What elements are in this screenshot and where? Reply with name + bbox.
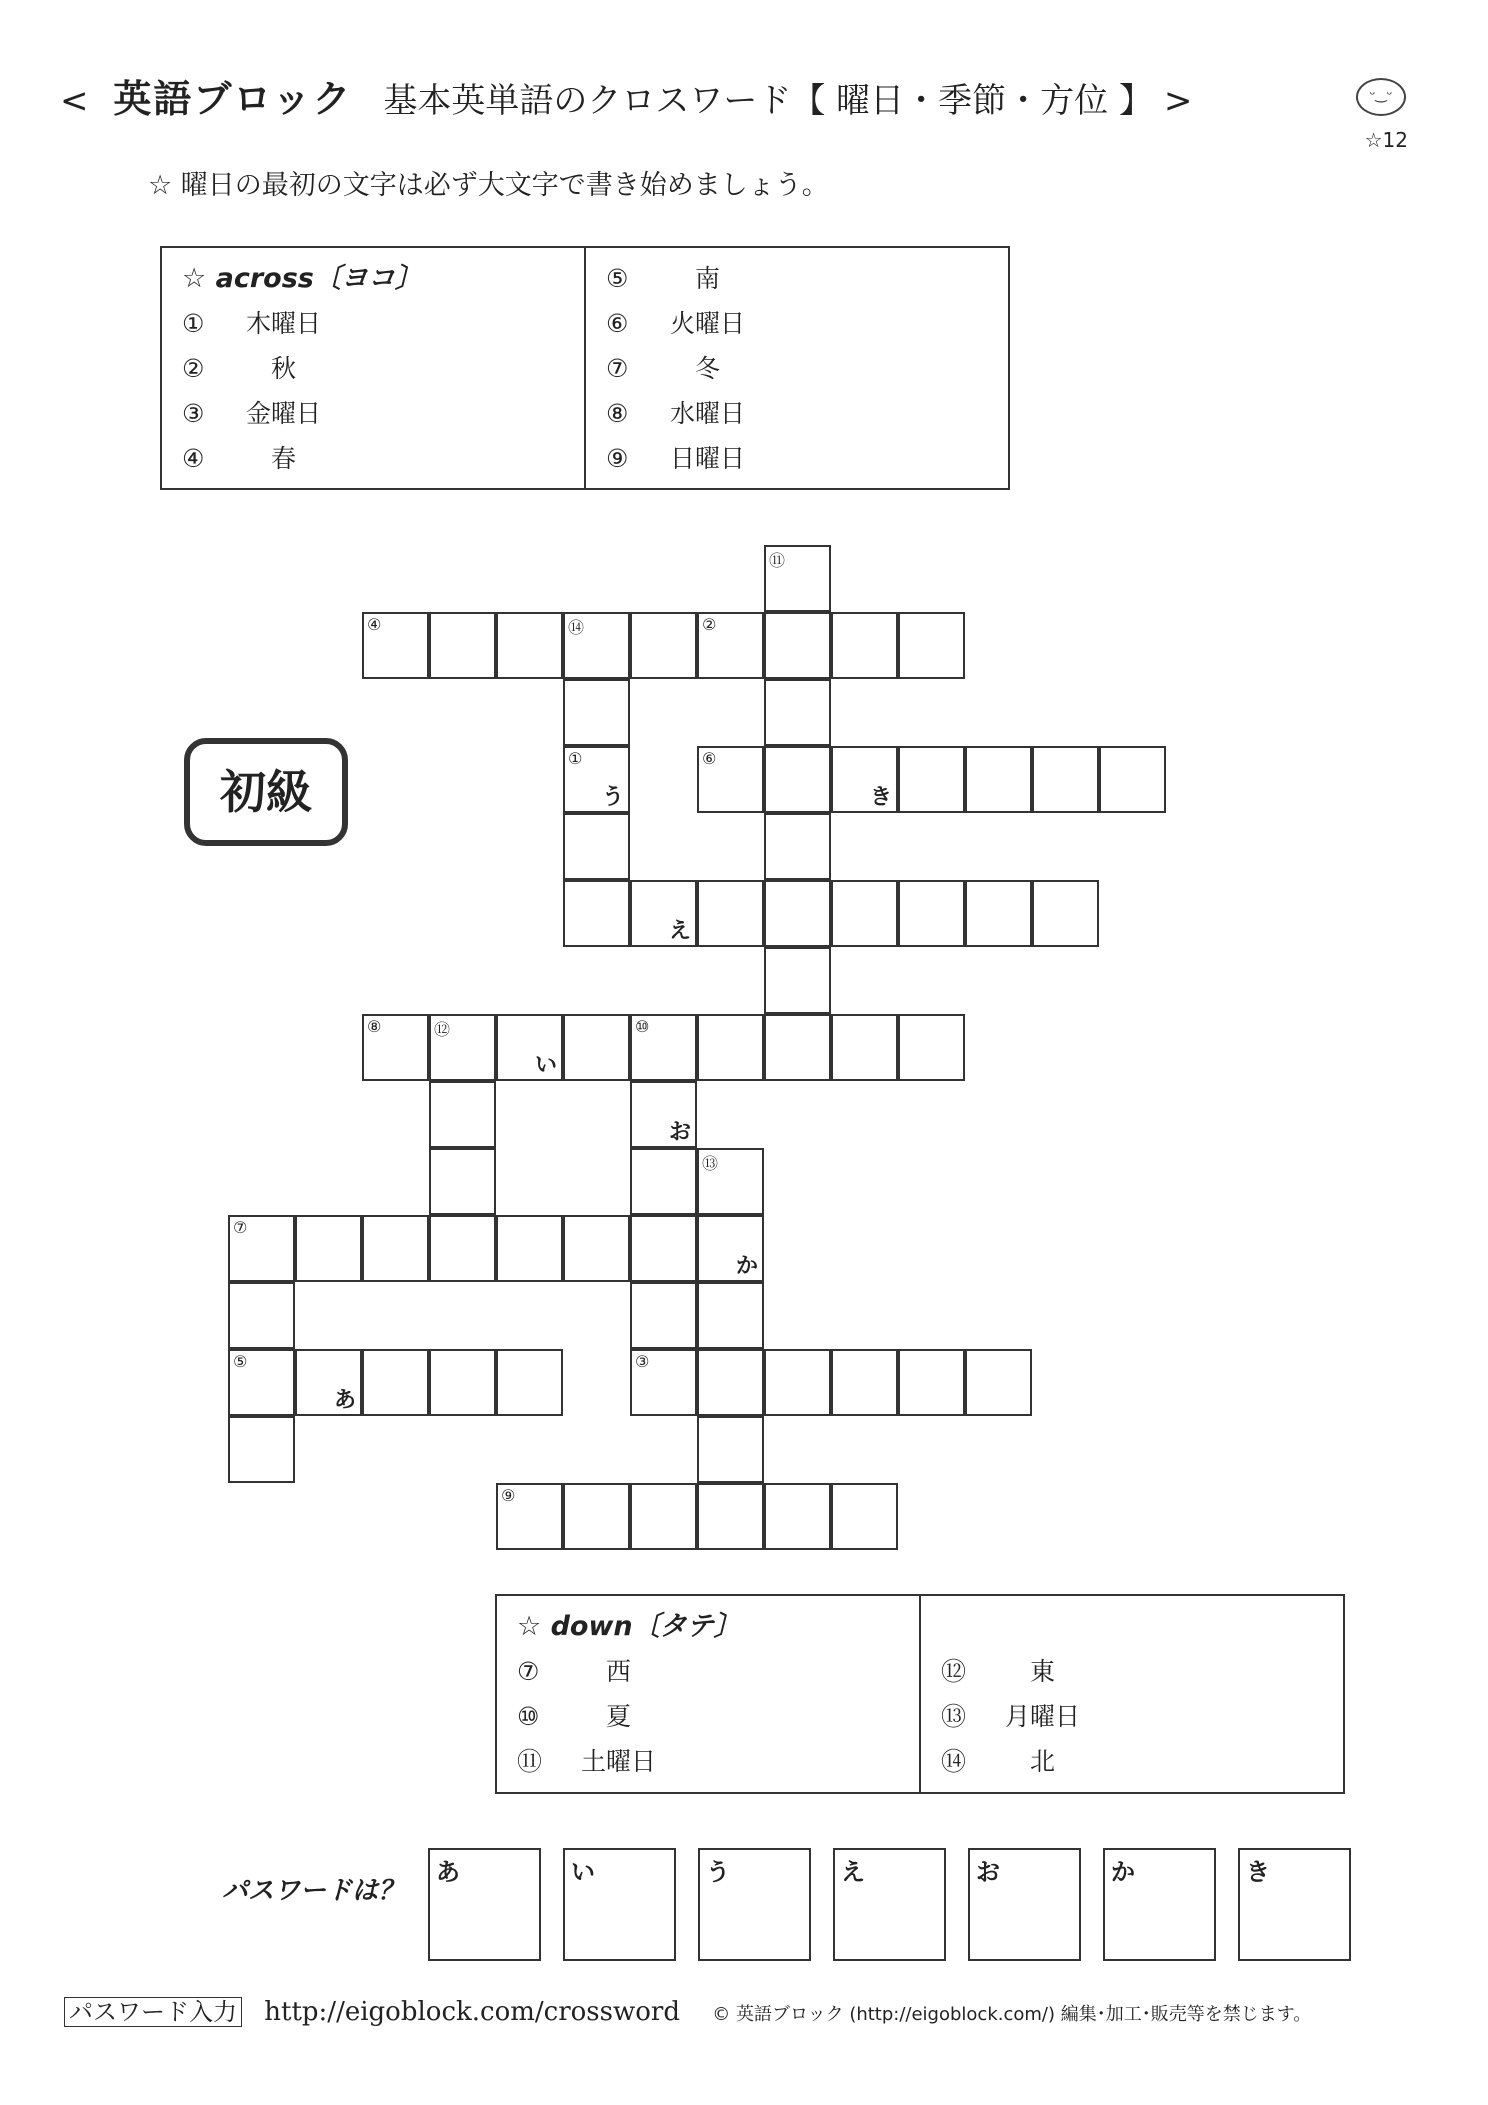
crossword-cell[interactable] [898,746,965,813]
cell-number: ⑦ [233,1218,248,1237]
header-open-bracket: < [60,81,89,121]
crossword-cell[interactable] [630,880,697,947]
cell-number: ② [702,615,717,634]
crossword-cell[interactable] [630,1282,697,1349]
crossword-cell[interactable] [362,1349,429,1416]
crossword-cell[interactable] [496,1215,563,1282]
copyright: © 英語ブロック (http://eigoblock.com/) 編集･加工･販売等を禁じます。 [712,2004,1312,2025]
crossword-cell[interactable] [1032,746,1099,813]
down-clue-column-right [919,1596,1343,1792]
password-kana-marker: お [668,1120,691,1145]
password-slot[interactable]: う [698,1848,811,1961]
crossword-cell[interactable] [429,1148,496,1215]
password-label: パスワードは？ [222,1876,405,1906]
crossword-cell[interactable] [429,1081,496,1148]
crossword-cell[interactable] [831,746,898,813]
password-kana-marker: か [735,1254,758,1279]
crossword-cell[interactable] [898,1349,965,1416]
across-clue: ⑧ 水曜日 [606,399,746,428]
down-clue: ⑩ 夏 [517,1702,632,1731]
cell-number: ⑬ [702,1154,719,1173]
cell-number: ⑥ [702,749,717,768]
down-clue-box [495,1594,1345,1794]
crossword-cell[interactable] [965,746,1032,813]
crossword-cell[interactable] [630,1483,697,1550]
sheet-number: ☆12 [1364,128,1408,152]
crossword-cell[interactable] [228,1215,295,1282]
down-clue: ⑫ 東 [941,1657,1056,1686]
crossword-cell[interactable] [362,1215,429,1282]
crossword-cell[interactable] [697,880,764,947]
crossword-cell[interactable] [429,1349,496,1416]
crossword-cell[interactable] [630,1014,697,1081]
crossword-cell[interactable] [697,1215,764,1282]
crossword-cell[interactable] [563,880,630,947]
crossword-cell[interactable] [630,612,697,679]
level-badge: 初級 [184,738,348,846]
crossword-cell[interactable] [1032,880,1099,947]
down-clue: ⑦ 西 [517,1657,632,1686]
crossword-cell[interactable] [764,612,831,679]
crossword-cell[interactable] [429,612,496,679]
password-kana-marker: き [869,785,892,810]
across-clue: ⑥ 火曜日 [606,309,746,338]
crossword-cell[interactable] [496,612,563,679]
crossword-cell[interactable] [697,1483,764,1550]
cell-number: ⑫ [434,1020,451,1039]
crossword-cell[interactable] [764,813,831,880]
cell-number: ⑪ [769,551,786,570]
crossword-cell[interactable] [898,1014,965,1081]
crossword-cell[interactable] [228,1416,295,1483]
crossword-cell[interactable] [429,1215,496,1282]
crossword-cell[interactable] [831,880,898,947]
cell-number: ⑧ [367,1017,382,1036]
password-kana-marker: あ [333,1388,356,1413]
crossword-cell[interactable] [563,1483,630,1550]
crossword-cell[interactable] [563,746,630,813]
crossword-cell[interactable] [563,813,630,880]
crossword-cell[interactable] [697,746,764,813]
crossword-cell[interactable] [228,1349,295,1416]
across-clue: ⑤ 南 [606,264,721,293]
password-slot[interactable]: き [1238,1848,1351,1961]
crossword-cell[interactable] [697,1416,764,1483]
password-slot[interactable]: か [1103,1848,1216,1961]
across-clue: ③ 金曜日 [182,399,322,428]
crossword-cell[interactable] [295,1349,362,1416]
crossword-cell[interactable] [429,1014,496,1081]
crossword-cell[interactable] [764,679,831,746]
page-title: 基本英単語のクロスワード【 曜日・季節・方位 】 [383,81,1153,121]
crossword-cell[interactable] [898,880,965,947]
cell-number: ⑤ [233,1352,248,1371]
down-clue: ⑪ 土曜日 [517,1747,657,1776]
crossword-cell[interactable] [764,1014,831,1081]
password-slot[interactable]: あ [428,1848,541,1961]
cell-number: ⑨ [501,1486,516,1505]
password-slot[interactable]: い [563,1848,676,1961]
down-clue: ⑭ 北 [941,1747,1056,1776]
crossword-cell[interactable] [630,1148,697,1215]
across-clue: ⑨ 日曜日 [606,444,746,473]
across-clue: ④ 春 [182,444,297,473]
password-slot[interactable]: え [833,1848,946,1961]
instruction: ☆ 曜日の最初の文字は必ず大文字で書き始めましょう。 [148,170,829,201]
crossword-cell[interactable] [831,612,898,679]
crossword-cell[interactable] [630,1081,697,1148]
password-input-label[interactable]: パスワード入力 [64,1997,242,2027]
crossword-cell[interactable] [630,1349,697,1416]
crossword-cell[interactable] [697,1014,764,1081]
crossword-cell[interactable] [697,1282,764,1349]
footer [64,1992,1311,2027]
crossword-cell[interactable] [630,1215,697,1282]
crossword-cell[interactable] [831,1014,898,1081]
down-clue-column-left [497,1596,919,1792]
across-clue: ⑦ 冬 [606,354,721,383]
crossword-cell[interactable] [898,612,965,679]
crossword-cell[interactable] [563,679,630,746]
across-clue: ② 秋 [182,354,297,383]
crossword-cell[interactable] [831,1349,898,1416]
password-kana-marker: い [534,1053,557,1078]
across-clue: ① 木曜日 [182,309,322,338]
crossword-cell[interactable] [697,1148,764,1215]
crossword-cell[interactable] [965,880,1032,947]
down-clue-spacer [941,1604,1323,1649]
crossword-cell[interactable] [697,612,764,679]
crossword-cell[interactable] [228,1282,295,1349]
crossword-cell[interactable] [563,1215,630,1282]
password-slot[interactable]: お [968,1848,1081,1961]
crossword-cell[interactable] [563,1014,630,1081]
crossword-cell[interactable] [1099,746,1166,813]
cell-number: ③ [635,1352,650,1371]
crossword-cell[interactable] [831,1483,898,1550]
down-title: ☆ down〔タテ〕 [517,1611,741,1642]
password-kana-marker: う [601,785,624,810]
crossword-cell[interactable] [362,1014,429,1081]
crossword-cell[interactable] [496,1483,563,1550]
crossword-cell[interactable] [496,1014,563,1081]
crossword-cell[interactable] [764,746,831,813]
across-title: ☆ across〔ヨコ〕 [182,263,422,294]
face-icon: ᵕ‿ᵕ [1356,78,1406,116]
crossword-cell[interactable] [697,1349,764,1416]
password-kana-marker: え [668,919,691,944]
crossword-cell[interactable] [764,545,831,612]
cell-number: ④ [367,615,382,634]
crossword-cell[interactable] [362,612,429,679]
crossword-link[interactable]: http://eigoblock.com/crossword [264,1997,680,2027]
crossword-cell[interactable] [295,1215,362,1282]
logo: 英語ブロック [113,77,353,121]
cell-number: ⑩ [635,1017,650,1036]
crossword-cell[interactable] [965,1349,1032,1416]
header-close-bracket: > [1163,81,1193,121]
crossword-cell[interactable] [764,880,831,947]
crossword-cell[interactable] [496,1349,563,1416]
crossword-cell[interactable] [764,1483,831,1550]
cell-number: ⑭ [568,618,585,637]
crossword-cell[interactable] [563,612,630,679]
down-clue: ⑬ 月曜日 [941,1702,1081,1731]
cell-number: ① [568,749,583,768]
crossword-cell[interactable] [764,1349,831,1416]
crossword-cell[interactable] [764,947,831,1014]
